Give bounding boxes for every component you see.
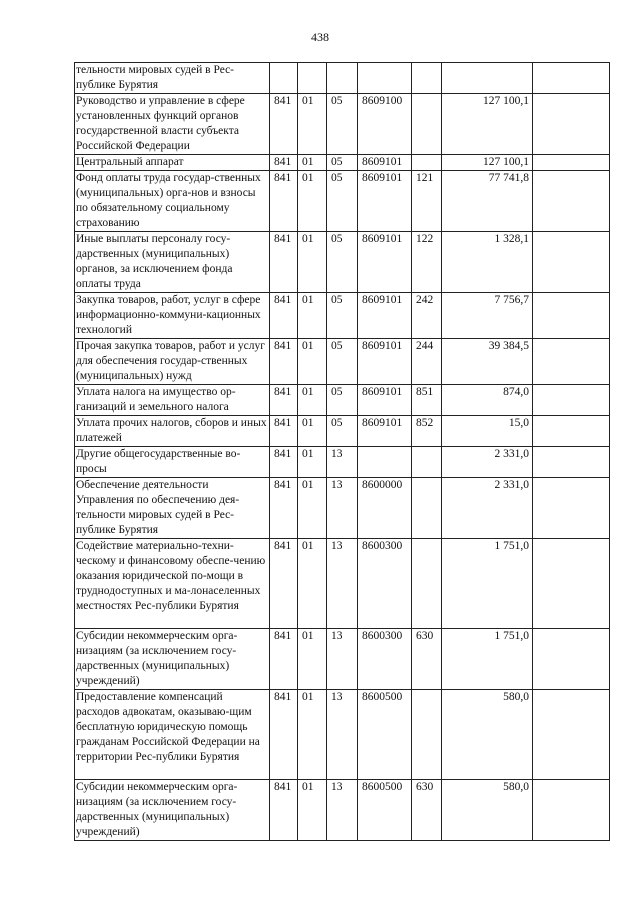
table-row: [75, 478, 610, 539]
row-name-cell: Субсидии некоммерческим орга-низациям (за исключением госу-дарственных (муниципальных) учреждений): [75, 780, 270, 841]
section-cell: 01: [298, 629, 327, 690]
subsection-cell: 05: [327, 171, 358, 232]
ved-cell: 841: [270, 171, 298, 232]
ved-cell: 841: [270, 339, 298, 385]
amount-cell: 77 741,8: [442, 171, 533, 232]
expense-type-cell: 122: [412, 232, 442, 293]
extra-cell: [533, 293, 610, 339]
row-name-cell: тельности мировых судей в Рес-публике Бурятия: [75, 63, 270, 94]
extra-cell: [533, 155, 610, 171]
target-article-cell: 8609100: [358, 94, 412, 155]
section-cell: 01: [298, 539, 327, 629]
subsection-cell: 13: [327, 780, 358, 841]
row-name-cell: Другие общегосударственные во-просы: [75, 447, 270, 478]
target-article-cell: 8609101: [358, 416, 412, 447]
table-row: [75, 447, 610, 478]
target-article-cell: 8609101: [358, 155, 412, 171]
ved-cell: 841: [270, 155, 298, 171]
section-cell: 01: [298, 690, 327, 780]
amount-cell: 39 384,5: [442, 339, 533, 385]
subsection-cell: 05: [327, 385, 358, 416]
row-name-cell: Иные выплаты персоналу госу-дарственных (муниципальных) органов, за исключением фонда оплаты труда: [75, 232, 270, 293]
expense-type-cell: [412, 155, 442, 171]
extra-cell: [533, 478, 610, 539]
target-article-cell: 8609101: [358, 385, 412, 416]
ved-cell: 841: [270, 690, 298, 780]
ved-cell: 841: [270, 447, 298, 478]
table-row: [75, 293, 610, 339]
subsection-cell: 05: [327, 94, 358, 155]
subsection-cell: 13: [327, 629, 358, 690]
page-number: 438: [311, 30, 329, 44]
extra-cell: [533, 232, 610, 293]
amount-cell: 2 331,0: [442, 478, 533, 539]
target-article-cell: [358, 63, 412, 94]
section-cell: 01: [298, 478, 327, 539]
section-cell: 01: [298, 293, 327, 339]
section-cell: 01: [298, 232, 327, 293]
amount-cell: 1 751,0: [442, 539, 533, 629]
target-article-cell: 8600300: [358, 629, 412, 690]
amount-cell: 1 751,0: [442, 629, 533, 690]
target-article-cell: 8609101: [358, 339, 412, 385]
ved-cell: [270, 63, 298, 94]
table-row: [75, 780, 610, 841]
expense-type-cell: 242: [412, 293, 442, 339]
subsection-cell: 05: [327, 416, 358, 447]
table-row: [75, 155, 610, 171]
row-name-cell: Центральный аппарат: [75, 155, 270, 171]
row-name-cell: Субсидии некоммерческим орга-низациям (за исключением госу-дарственных (муниципальных) учреждений): [75, 629, 270, 690]
subsection-cell: 13: [327, 539, 358, 629]
amount-cell: 127 100,1: [442, 94, 533, 155]
target-article-cell: [358, 447, 412, 478]
extra-cell: [533, 416, 610, 447]
extra-cell: [533, 171, 610, 232]
expense-type-cell: [412, 94, 442, 155]
ved-cell: 841: [270, 293, 298, 339]
table-row: [75, 385, 610, 416]
row-name-cell: Прочая закупка товаров, работ и услуг для обеспечения государ-ственных (муниципальных) нужд: [75, 339, 270, 385]
extra-cell: [533, 780, 610, 841]
ved-cell: 841: [270, 478, 298, 539]
row-name-cell: Уплата налога на имущество ор-ганизаций и земельного налога: [75, 385, 270, 416]
subsection-cell: 05: [327, 339, 358, 385]
expense-type-cell: 121: [412, 171, 442, 232]
expense-type-cell: 244: [412, 339, 442, 385]
section-cell: 01: [298, 447, 327, 478]
target-article-cell: 8600300: [358, 539, 412, 629]
section-cell: 01: [298, 155, 327, 171]
expense-type-cell: [412, 690, 442, 780]
budget-table: [74, 62, 610, 841]
expense-type-cell: 851: [412, 385, 442, 416]
table-row: [75, 171, 610, 232]
table-row: [75, 539, 610, 629]
expense-type-cell: [412, 539, 442, 629]
amount-cell: 7 756,7: [442, 293, 533, 339]
extra-cell: [533, 629, 610, 690]
target-article-cell: 8609101: [358, 293, 412, 339]
extra-cell: [533, 94, 610, 155]
section-cell: 01: [298, 385, 327, 416]
table-row: [75, 63, 610, 94]
target-article-cell: 8609101: [358, 232, 412, 293]
row-name-cell: Обеспечение деятельности Управления по обеспечению дея-тельности мировых судей в Рес-публике Бурятия: [75, 478, 270, 539]
row-name-cell: Содействие материально-техни-ческому и финансовому обеспе-чению оказания юридической по-мощи в труднодоступных и ма-лонаселенных местностях Рес-публики Бурятия: [75, 539, 270, 629]
subsection-cell: 13: [327, 478, 358, 539]
amount-cell: 15,0: [442, 416, 533, 447]
expense-type-cell: [412, 447, 442, 478]
section-cell: 01: [298, 780, 327, 841]
expense-type-cell: [412, 63, 442, 94]
section-cell: 01: [298, 339, 327, 385]
expense-type-cell: [412, 478, 442, 539]
subsection-cell: 05: [327, 293, 358, 339]
subsection-cell: 13: [327, 447, 358, 478]
subsection-cell: 13: [327, 690, 358, 780]
row-name-cell: Фонд оплаты труда государ-ственных (муниципальных) орга-нов и взносы по обязательному социальному страхованию: [75, 171, 270, 232]
expense-type-cell: 630: [412, 780, 442, 841]
ved-cell: 841: [270, 232, 298, 293]
section-cell: [298, 63, 327, 94]
amount-cell: 2 331,0: [442, 447, 533, 478]
section-cell: 01: [298, 416, 327, 447]
target-article-cell: 8600500: [358, 690, 412, 780]
amount-cell: 127 100,1: [442, 155, 533, 171]
table-row: [75, 94, 610, 155]
ved-cell: 841: [270, 385, 298, 416]
section-cell: 01: [298, 171, 327, 232]
table-row: [75, 629, 610, 690]
ved-cell: 841: [270, 539, 298, 629]
table-row: [75, 416, 610, 447]
row-name-cell: Закупка товаров, работ, услуг в сфере информационно-коммуни-кационных технологий: [75, 293, 270, 339]
section-cell: 01: [298, 94, 327, 155]
subsection-cell: 05: [327, 155, 358, 171]
subsection-cell: 05: [327, 232, 358, 293]
ved-cell: 841: [270, 780, 298, 841]
amount-cell: 874,0: [442, 385, 533, 416]
amount-cell: 1 328,1: [442, 232, 533, 293]
ved-cell: 841: [270, 629, 298, 690]
extra-cell: [533, 539, 610, 629]
table-row: [75, 690, 610, 780]
ved-cell: 841: [270, 416, 298, 447]
target-article-cell: 8600000: [358, 478, 412, 539]
extra-cell: [533, 63, 610, 94]
table-row: [75, 339, 610, 385]
extra-cell: [533, 690, 610, 780]
amount-cell: 580,0: [442, 780, 533, 841]
extra-cell: [533, 385, 610, 416]
row-name-cell: Предоставление компенсаций расходов адвокатам, оказываю-щим бесплатную юридическую помощь гражданам Российской Федерации на территории Рес-публики Бурятия: [75, 690, 270, 780]
amount-cell: [442, 63, 533, 94]
row-name-cell: Руководство и управление в сфере установленных функций органов государственной власти субъекта Российской Федерации: [75, 94, 270, 155]
subsection-cell: [327, 63, 358, 94]
expense-type-cell: 630: [412, 629, 442, 690]
target-article-cell: 8609101: [358, 171, 412, 232]
target-article-cell: 8600500: [358, 780, 412, 841]
expense-type-cell: 852: [412, 416, 442, 447]
row-name-cell: Уплата прочих налогов, сборов и иных платежей: [75, 416, 270, 447]
amount-cell: 580,0: [442, 690, 533, 780]
extra-cell: [533, 447, 610, 478]
extra-cell: [533, 339, 610, 385]
table-row: [75, 232, 610, 293]
ved-cell: 841: [270, 94, 298, 155]
